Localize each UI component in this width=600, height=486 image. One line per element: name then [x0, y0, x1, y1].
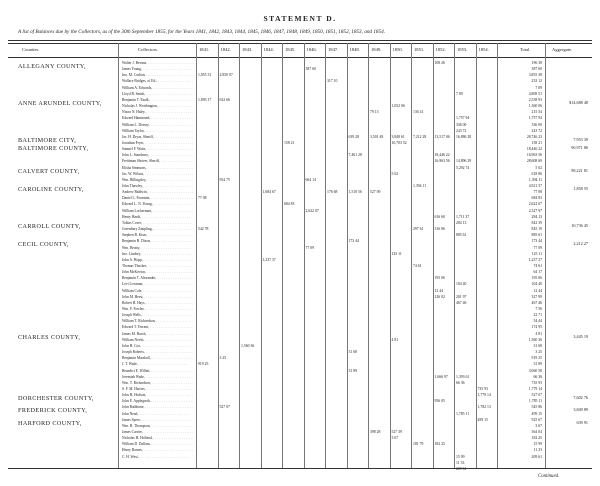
- amount-cell: 317 10: [327, 79, 338, 84]
- amount-cell: 1,393 61: [456, 374, 470, 379]
- total-cell: 28,608 69: [526, 159, 542, 164]
- collector-name: John L. Stansbury, . . .: [122, 153, 194, 158]
- amount-cell: 3 67: [391, 436, 399, 441]
- collector-name: John Thawley, . . .: [122, 184, 194, 189]
- collector-name: John H. Cox, . . .: [122, 344, 194, 349]
- column-divider: [218, 43, 219, 468]
- total-cell: 4 81: [535, 331, 542, 336]
- total-cell: 4,921 57: [528, 184, 542, 188]
- collector-name: Thomas Thacker, . . .: [122, 264, 194, 269]
- amount-cell: 1,785 11: [456, 411, 470, 416]
- total-cell: 2,622 07: [528, 202, 542, 207]
- total-cell: 182 25: [531, 436, 542, 441]
- total-cell: 3,060 58: [528, 368, 542, 373]
- amount-cell: 176 68: [327, 190, 338, 195]
- header-year: 1848.: [349, 47, 360, 52]
- total-cell: 925 67: [531, 417, 542, 422]
- amount-cell: 1,510 56: [348, 190, 362, 195]
- amount-cell: 243 72: [456, 128, 467, 133]
- amount-cell: 5,292 74: [456, 165, 470, 170]
- collector-name: Jonathan Fryer, . . .: [122, 141, 194, 146]
- total-cell: 1,779 14: [528, 386, 542, 391]
- header-aggregate: Aggregate.: [552, 47, 573, 52]
- collector-name: John M. Herst, . . .: [122, 295, 194, 300]
- collector-name: Jno. Lindsey, . . .: [122, 252, 194, 257]
- amount-cell: 125 11: [391, 251, 402, 256]
- total-cell: 7 09: [535, 85, 542, 90]
- header-year: 1842.: [220, 47, 231, 52]
- amount-cell: 5 02: [391, 171, 399, 176]
- top-rule: [8, 40, 592, 41]
- amount-cell: 4 81: [391, 337, 399, 342]
- collector-name: Nicholas J. Worthington, . . .: [122, 104, 194, 109]
- collector-name: John E. Applegarth, . . .: [122, 399, 194, 404]
- total-cell: 233 12: [531, 79, 542, 84]
- amount-cell: 1,237 37: [262, 257, 276, 262]
- collector-name: Lloyd B. Smith, . . .: [122, 92, 194, 97]
- total-cell: 527 07: [531, 393, 542, 398]
- total-cell: 2,538 93: [528, 97, 542, 102]
- total-cell: 158 21: [531, 140, 542, 145]
- total-cell: 28,746 23: [526, 134, 542, 139]
- total-cell: 15 99: [533, 442, 542, 447]
- total-cell: 11 33: [533, 448, 542, 453]
- amount-cell: 735 93: [477, 386, 488, 391]
- amount-cell: 108 26: [434, 61, 445, 65]
- total-cell: 18,446 22: [526, 147, 542, 152]
- amount-cell: 387 60: [305, 67, 316, 72]
- collector-name: John H. Hodson, . . .: [122, 393, 194, 398]
- total-cell: 174 95: [531, 325, 542, 330]
- total-cell: 3 67: [535, 423, 542, 428]
- amount-cell: 126 02: [434, 294, 445, 299]
- total-cell: 12 44: [533, 288, 542, 293]
- county-name: CAROLINE COUNTY,: [18, 186, 84, 193]
- county-aggregate: 1,858 55: [573, 186, 588, 191]
- total-cell: 104 40: [531, 282, 542, 287]
- county-aggregate: 2,212 27: [573, 241, 588, 247]
- collector-name: William D. Dallam, . . .: [122, 442, 194, 447]
- column-divider: [325, 43, 326, 468]
- total-cell: 7 56: [535, 307, 542, 311]
- collector-name: Wm. B. Thompson, . . .: [122, 424, 194, 429]
- collector-name: John A. Hopp, . . .: [122, 258, 194, 263]
- statement-title: STATEMENT D.: [263, 14, 337, 23]
- amount-cell: 104 40: [456, 282, 467, 287]
- collector-name: Edward Hammond, . . .: [122, 116, 194, 121]
- amount-cell: 616 60: [434, 214, 445, 219]
- county-name: CARROLL COUNTY,: [18, 222, 81, 230]
- collector-name: William Taylor, . . .: [122, 129, 194, 134]
- collector-name: James Young, . . .: [122, 67, 194, 72]
- amount-cell: 7,461 28: [348, 153, 362, 158]
- header-year: 1847.: [328, 47, 339, 52]
- collector-name: Robert H. Hays, . . .: [122, 301, 194, 306]
- amount-cell: 13,517 06: [434, 134, 450, 139]
- amount-cell: 79 13: [370, 110, 379, 115]
- collector-name: Jas. W. Wilson, . . .: [122, 172, 194, 177]
- county-aggregate: 90,971 86: [571, 144, 588, 150]
- amount-cell: 1,560 36: [241, 343, 255, 348]
- collector-name: Edward T. Terrant, . . .: [122, 325, 194, 330]
- amount-cell: 684 83: [284, 202, 295, 207]
- amount-cell: 3,848 61: [391, 134, 405, 139]
- amount-cell: 527 39: [391, 430, 402, 434]
- collector-name: Greenbury Zimpling, . . .: [122, 227, 194, 232]
- county-name: ALLEGANY COUNTY,: [18, 63, 86, 70]
- column-divider: [282, 43, 283, 468]
- county-name: FREDERICK COUNTY,: [18, 407, 88, 415]
- total-cell: 336 00: [531, 122, 542, 127]
- column-divider: [454, 43, 455, 468]
- collector-name: Benjamin T. Alexander, . . .: [122, 276, 194, 281]
- statement-subtitle: A list of Balances due by the Collectors, as of the 30th September 1855, for the Years 1841, 1842, 1843, 1844, 1845, 1846, 1847, 1848, 1849, 1850, 1851, 1852, 1853, and 1854.: [18, 29, 385, 35]
- amount-cell: 14,896 29: [456, 159, 472, 164]
- collector-name: Nixon N. Haley, . . .: [122, 110, 194, 115]
- header-rule: [8, 57, 592, 58]
- county-name: CECIL COUNTY,: [18, 241, 69, 249]
- collector-name: Wm. T. Richardson, . . .: [122, 381, 194, 386]
- collector-name: Benjamin T. Faulk, . . .: [122, 98, 194, 103]
- header-year: 1852.: [435, 47, 446, 52]
- amount-cell: 12 44: [434, 288, 444, 293]
- amount-cell: 181 79: [413, 442, 424, 447]
- total-cell: 1,360 06: [528, 104, 542, 109]
- column-divider: [476, 43, 477, 468]
- collector-name: J. T. Wade, . . .: [122, 362, 194, 367]
- total-cell: 173 44: [531, 239, 542, 244]
- collector-name: Levi Lowman, . . .: [122, 282, 194, 287]
- header-counties: Counties.: [22, 47, 40, 52]
- total-cell: 1,560 36: [528, 337, 542, 342]
- column-divider: [347, 43, 348, 468]
- collector-name: Henry Hardt, . . .: [122, 215, 194, 220]
- total-cell: 31 68: [533, 343, 542, 348]
- collector-name: William Cole, . . .: [122, 289, 194, 294]
- total-cell: 3,855 38: [528, 73, 542, 78]
- total-cell: 77 09: [533, 245, 542, 250]
- collector-name: Wm. Billingsley, . . .: [122, 178, 194, 183]
- amount-cell: 11 33: [456, 460, 465, 465]
- amount-cell: 201 97: [456, 294, 467, 299]
- collector-name: Tobias Cover, . . .: [122, 221, 194, 226]
- total-cell: 845 19: [531, 227, 542, 232]
- header-year: 1850.: [392, 47, 403, 52]
- collector-name: Edward L. N. Young, . . .: [122, 202, 194, 207]
- collector-name: John Nead, . . .: [122, 412, 194, 417]
- collector-name: Joseph Wells, . . .: [122, 313, 194, 318]
- column-divider: [390, 43, 391, 468]
- county-aggregate: 3,849 89: [573, 407, 588, 413]
- amount-cell: 7,212 28: [413, 134, 427, 139]
- total-cell: 919 25: [531, 356, 542, 361]
- collector-name: Benjamin B. Dixon, . . .: [122, 239, 194, 244]
- total-cell: 1,785 11: [528, 399, 542, 404]
- amount-cell: 7 09: [456, 91, 463, 96]
- total-cell: 31 89: [533, 362, 542, 367]
- amount-cell: 336 00: [456, 122, 467, 127]
- total-cell: 499 15: [531, 411, 542, 416]
- total-cell: 3 25: [535, 350, 542, 355]
- amount-cell: 1,666 97: [434, 374, 448, 379]
- total-cell: 125 11: [531, 251, 542, 256]
- amount-cell: 209 61: [456, 466, 467, 471]
- county-name: ANNE ARUNDEL COUNTY,: [18, 99, 102, 107]
- amount-cell: 885 61: [456, 233, 467, 238]
- total-cell: 77 08: [533, 190, 542, 195]
- continued-note: Continued.: [538, 474, 560, 479]
- amount-cell: 919 25: [198, 362, 209, 367]
- county-aggregate: 98,221 81: [571, 167, 588, 173]
- amount-cell: 136 41: [413, 110, 424, 115]
- collector-name: James M. Burch, . . .: [122, 332, 194, 337]
- total-cell: 1,757 94: [528, 116, 542, 121]
- county-aggregate: 7,602 76: [573, 395, 588, 401]
- amount-cell: 316 86: [434, 227, 445, 232]
- amount-cell: 74 61: [413, 263, 422, 268]
- collector-name: Benjamin Marshall, . . .: [122, 356, 194, 361]
- county-aggregate: 7,953 39: [573, 136, 588, 142]
- amount-cell: 16,963 56: [434, 159, 450, 164]
- total-cell: 387 60: [531, 67, 542, 72]
- collector-name: Benedict E. Willett, . . .: [122, 369, 194, 374]
- amount-cell: 195 06: [434, 276, 445, 281]
- column-divider: [261, 43, 262, 468]
- amount-cell: 1,782 13: [477, 405, 491, 410]
- amount-cell: 77 09: [305, 245, 315, 250]
- collector-name: Walter J. Bevans, . . .: [122, 61, 194, 66]
- header-year: 1845.: [285, 47, 296, 52]
- column-divider: [118, 43, 119, 468]
- collector-name: Samuel F. Watts, . . .: [122, 147, 194, 152]
- amount-cell: 499 15: [477, 417, 488, 422]
- amount-cell: 284 13: [456, 220, 467, 225]
- collector-name: William A. Edwards, . . .: [122, 86, 194, 91]
- collector-name: William Nevitt, . . .: [122, 338, 194, 343]
- header-year: 1854.: [478, 47, 489, 52]
- collector-name: William T. Richardson, . . .: [122, 319, 194, 324]
- amount-cell: 1,779 14: [477, 393, 491, 398]
- collector-name: Prettiman Shriver, Sheriff, . . .: [122, 159, 194, 164]
- amount-cell: 639 28: [348, 134, 359, 139]
- total-cell: 545 86: [531, 405, 542, 410]
- county-name: CALVERT COUNTY,: [18, 167, 80, 175]
- total-cell: 4,808 51: [528, 91, 542, 96]
- amount-cell: 2,850 07: [219, 73, 233, 78]
- total-cell: 54 44: [533, 319, 542, 324]
- column-divider: [196, 43, 197, 468]
- amount-cell: 467 46: [456, 300, 467, 305]
- amount-cell: 18,446 22: [434, 153, 450, 158]
- county-name: CHARLES COUNTY,: [18, 333, 81, 341]
- column-divider: [304, 43, 305, 468]
- county-name: BALTIMORE COUNTY,: [18, 144, 89, 152]
- top-rule-inner: [8, 43, 592, 44]
- total-cell: 243 72: [531, 128, 542, 133]
- amount-cell: 10,703 52: [391, 140, 407, 145]
- collector-name: Wm. Beatty, . . .: [122, 246, 194, 251]
- total-cell: 196 38: [531, 61, 542, 65]
- amount-cell: 3,501 48: [370, 134, 384, 139]
- amount-cell: 16,886 28: [456, 134, 472, 139]
- total-cell: 209 61: [531, 454, 542, 459]
- amount-cell: 1,052 06: [391, 104, 405, 109]
- amount-cell: 664 14: [305, 177, 316, 182]
- total-cell: 885 61: [531, 233, 542, 238]
- county-aggregate: 10,736 45: [571, 222, 588, 228]
- collector-name: James Speer, . . .: [122, 418, 194, 423]
- collector-name: Jas. H. Dryas, Sheriff, . . .: [122, 135, 194, 140]
- total-cell: 64 17: [533, 270, 542, 275]
- total-cell: 215 54: [531, 110, 542, 115]
- collector-name: Joseph Roberts, . . .: [122, 350, 194, 355]
- total-cell: 74 61: [533, 263, 542, 268]
- collector-name: James Carrier, . . .: [122, 430, 194, 435]
- amount-cell: 1,855 31: [198, 73, 212, 78]
- column-divider: [433, 43, 434, 468]
- header-year: 1851.: [414, 47, 425, 52]
- total-cell: 1,237 37: [528, 257, 542, 262]
- total-cell: 66 36: [533, 374, 542, 379]
- collector-name: Henry Barnes, . . .: [122, 448, 194, 453]
- county-aggregate: $14,688 48: [569, 99, 588, 105]
- amount-cell: 31 68: [348, 350, 358, 355]
- collector-name: William Lockerman, . . .: [122, 209, 194, 214]
- collector-name: William L. Dorsey, . . .: [122, 123, 194, 128]
- header-total: Total.: [520, 47, 531, 52]
- column-divider: [239, 43, 240, 468]
- county-aggregate: 3,445 19: [573, 333, 588, 339]
- header-year: 1853.: [457, 47, 468, 52]
- header-year: 1844.: [263, 47, 274, 52]
- total-cell: 22 71: [533, 313, 542, 318]
- total-cell: 195 06: [531, 276, 542, 281]
- column-divider: [545, 43, 546, 468]
- amount-cell: 2,622 07: [305, 208, 319, 213]
- amount-cell: 66 36: [456, 380, 465, 385]
- amount-cell: 15 99: [456, 454, 465, 459]
- collector-name: C. H. West, . . .: [122, 455, 194, 460]
- collector-name: Wm. F. Fowler, . . .: [122, 307, 194, 312]
- amount-cell: 297 61: [413, 227, 424, 232]
- amount-cell: 182 25: [434, 442, 445, 447]
- county-name: DORCHESTER COUNTY,: [18, 395, 94, 403]
- collector-name: John Rathbone, . . .: [122, 405, 194, 410]
- collector-name: John McKeown, . . .: [122, 270, 194, 275]
- total-cell: 735 93: [531, 380, 542, 385]
- amount-cell: 632 66: [219, 97, 230, 102]
- collector-name: Wallace Bridges, of Ed., . . .: [122, 79, 194, 84]
- collector-name: Elisha Simmons, . . .: [122, 166, 194, 171]
- amount-cell: 527 09: [370, 190, 381, 195]
- amount-cell: 542 78: [198, 227, 209, 232]
- column-divider: [368, 43, 369, 468]
- total-cell: 467 46: [531, 300, 542, 305]
- amount-cell: 31 89: [348, 368, 358, 373]
- collector-name: Daniel L. Fountain, . . .: [122, 196, 194, 201]
- amount-cell: 1,711 37: [456, 214, 470, 219]
- collector-name: S. F. M. Harriss, . . .: [122, 387, 194, 392]
- total-cell: 1,394 11: [528, 177, 542, 182]
- amount-cell: 527 07: [219, 405, 230, 410]
- county-name: BALTIMORE CITY,: [18, 136, 77, 144]
- county-name: HARFORD COUNTY,: [18, 419, 82, 427]
- amount-cell: 173 44: [348, 239, 359, 244]
- total-cell: 364 04: [531, 430, 542, 434]
- amount-cell: 1,394 11: [413, 184, 427, 188]
- header-year: 1841.: [199, 47, 210, 52]
- total-cell: 618 86: [531, 171, 542, 176]
- header-collectors: Collectors.: [138, 47, 159, 52]
- amount-cell: 1,757 94: [456, 116, 470, 121]
- amount-cell: 77 08: [198, 196, 207, 201]
- total-cell: 16,963 56: [526, 153, 542, 158]
- header-year: 1843.: [242, 47, 253, 52]
- amount-cell: 954 75: [219, 177, 230, 182]
- total-cell: 842 39: [531, 220, 542, 225]
- county-aggregate: 639 91: [576, 419, 588, 425]
- header-year: 1846.: [306, 47, 317, 52]
- amount-cell: 3 25: [219, 356, 227, 361]
- bottom-rule: [8, 468, 592, 469]
- amount-cell: 1,684 67: [262, 190, 276, 195]
- collector-name: Nicholas H. Holland, . . .: [122, 436, 194, 441]
- column-divider: [411, 43, 412, 468]
- total-cell: 327 99: [531, 294, 542, 299]
- total-cell: 284 13: [531, 214, 542, 219]
- collector-name: Andrew Baldwin, . . .: [122, 190, 194, 195]
- header-year: 1849.: [371, 47, 382, 52]
- total-cell: 5 02: [535, 165, 542, 170]
- amount-cell: 956 05: [434, 399, 445, 404]
- total-cell: 684 83: [531, 196, 542, 201]
- amount-cell: 158 21: [284, 140, 295, 145]
- total-cell: 2,327 97: [528, 208, 542, 213]
- collector-name: Stephen B. Kiser, . . .: [122, 233, 194, 238]
- collector-name: Jno. M. Carlton, . . .: [122, 73, 194, 78]
- amount-cell: 1,895 17: [198, 97, 212, 102]
- amount-cell: 398 28: [370, 430, 381, 434]
- collector-name: Jeremiah Wade, . . .: [122, 375, 194, 380]
